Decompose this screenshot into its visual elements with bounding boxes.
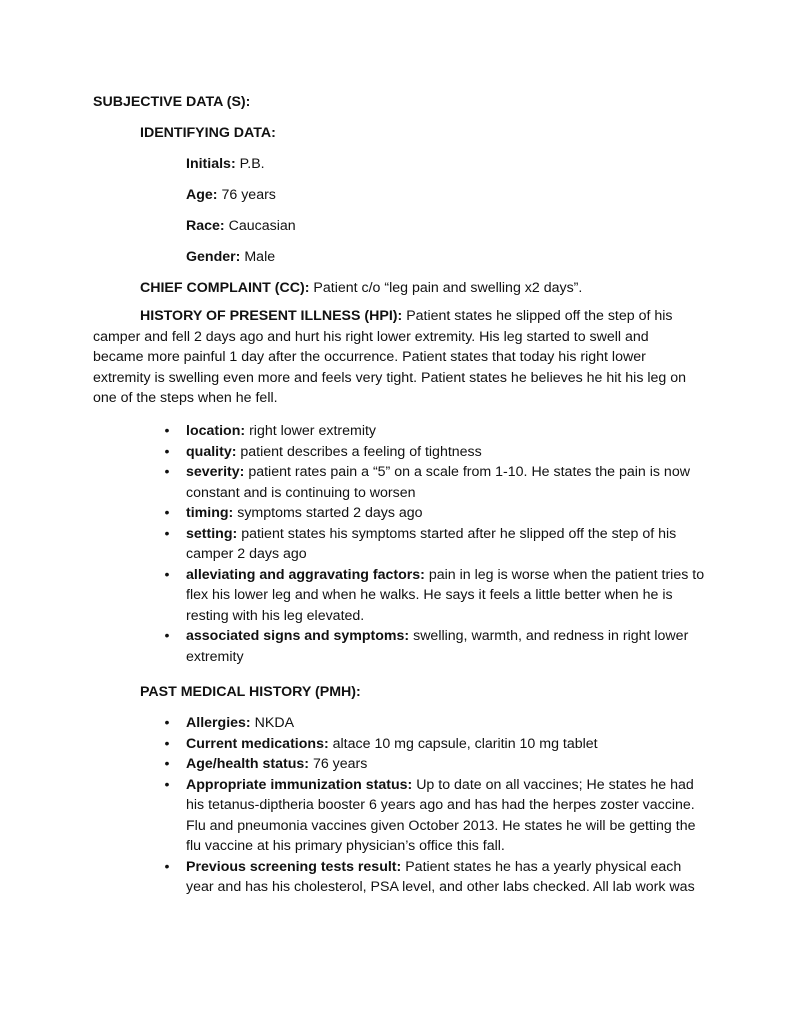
list-item: • quality: patient describes a feeling of tightness <box>164 443 482 460</box>
list-item: • Previous screening tests result: Patient states he has a yearly physical each year and has his cholesterol, PSA level, and other labs checked. All lab work was <box>164 858 695 895</box>
pmh-list <box>164 713 706 898</box>
age-line: Age: 76 years <box>186 187 276 203</box>
list-item: • location: right lower extremity <box>164 423 377 439</box>
list-item: • severity: patient rates pain a “5” on a scale from 1-10. He states the pain is now constant and is continuing to worsen <box>164 464 690 501</box>
identifying-heading: IDENTIFYING DATA: <box>140 125 276 141</box>
list-item: • Age/health status: 76 years <box>164 756 368 772</box>
hpi-list <box>164 421 706 667</box>
subjective-heading: SUBJECTIVE DATA (S): <box>93 94 251 110</box>
list-item: • Current medications: altace 10 mg capsule, claritin 10 mg tablet <box>164 735 598 752</box>
list-item: • alleviating and aggravating factors: pain in leg is worse when the patient tries to flex his lower leg and when he walks. He says it feels a little better when he is resting with his leg elevated. <box>164 566 705 624</box>
gender-line: Gender: Male <box>186 249 276 265</box>
list-item: • timing: symptoms started 2 days ago <box>164 505 423 521</box>
initials-line: Initials: P.B. <box>186 156 265 172</box>
pmh-heading: PAST MEDICAL HISTORY (PMH): <box>140 684 361 700</box>
list-item: • Allergies: NKDA <box>164 715 295 731</box>
chief-complaint: CHIEF COMPLAINT (CC): Patient c/o “leg pain and swelling x2 days”. <box>140 280 583 296</box>
hpi-paragraph: HISTORY OF PRESENT ILLNESS (HPI): Patient states he slipped off the step of his camper and fell 2 days ago and hurt his right lower extremity. His leg started to swell and became more painful 1 day after the occurrence. Patient states that today his right lower extremity is swelling even more and feels very tight. Patient states he believes he hit his leg on one of the steps when he fell. <box>93 308 687 406</box>
race-line: Race: Caucasian <box>186 218 296 234</box>
list-item: • associated signs and symptoms: swelling, warmth, and redness in right lower extremity <box>164 628 689 665</box>
list-item: • Appropriate immunization status: Up to date on all vaccines; He states he had his tetanus-diptheria booster 6 years ago and has had the herpes zoster vaccine. Flu and pneumonia vaccines given October 2013. He states he will be getting the flu vaccine at his primary physician’s office this fall. <box>164 776 696 854</box>
list-item: • setting: patient states his symptoms started after he slipped off the step of his camper 2 days ago <box>164 525 677 562</box>
